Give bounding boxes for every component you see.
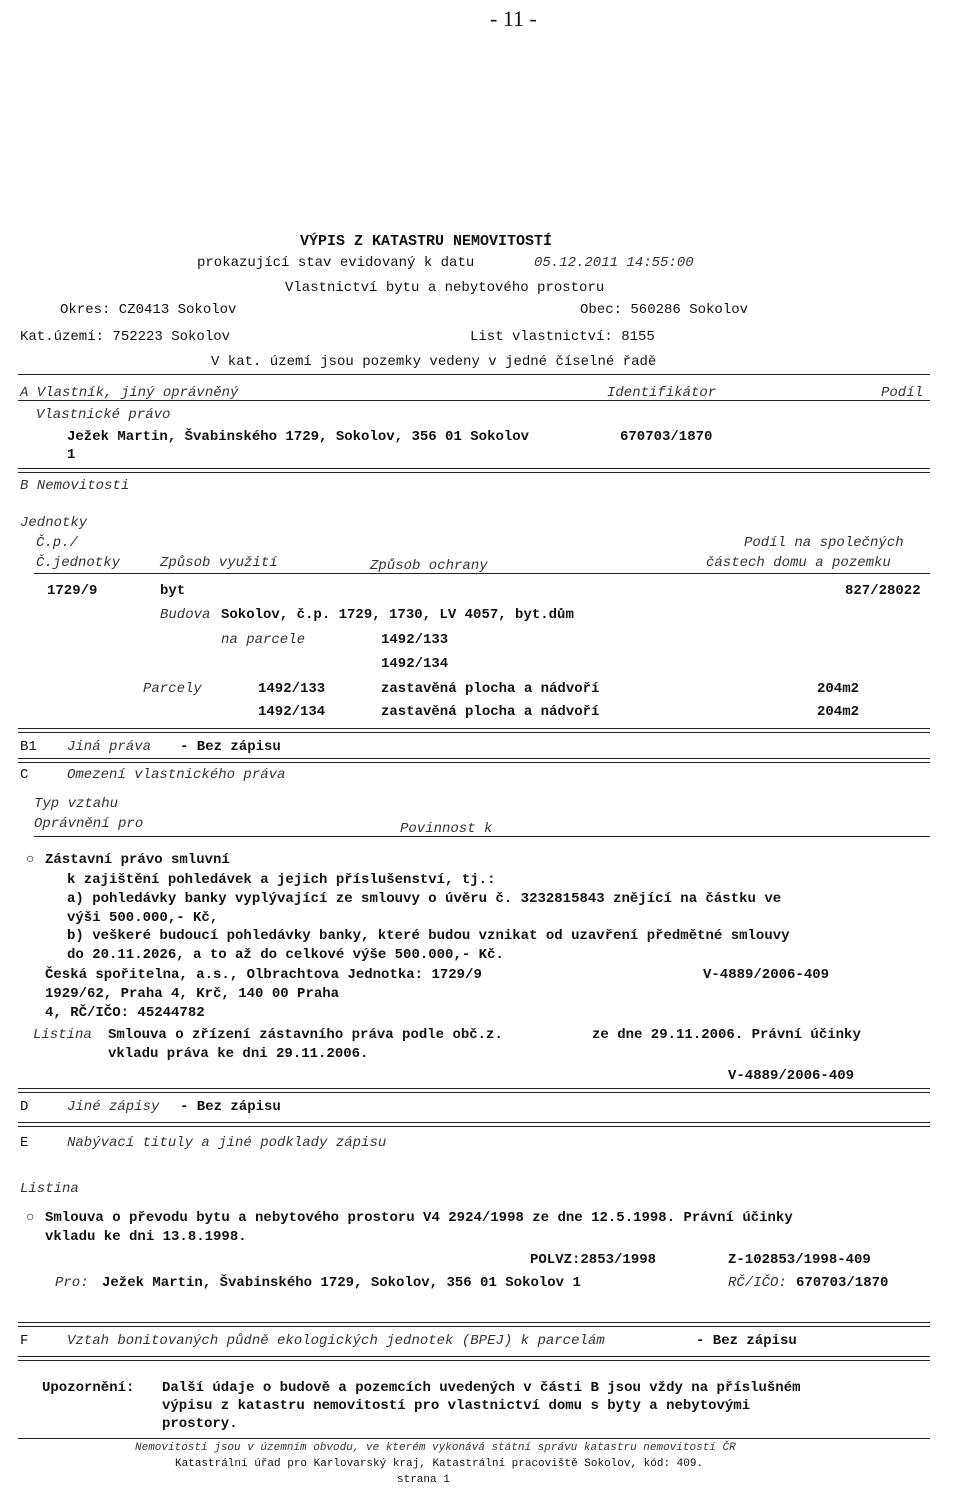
footer-line-1: Nemovitosti jsou v územním obvodu, ve kterém vykonává státní správu katastru nemovitostí ČR [135,1442,736,1454]
page-number: - 11 - [490,6,537,31]
col-unit-number: Č.jednotky [36,555,121,571]
bullet-icon: ○ [26,1210,35,1226]
z-ref: Z-102853/1998-409 [728,1252,871,1268]
double-divider [18,468,930,473]
budova-value: Sokolov, č.p. 1729, 1730, LV 4057, byt.dům [221,607,574,623]
listina-date: ze dne 29.11.2006. Právní účinky [592,1027,861,1043]
obec: Obec: 560286 Sokolov [580,302,749,318]
section-f-value: - Bez zápisu [696,1333,797,1349]
double-divider [18,728,930,733]
notice-line: Další údaje o budově a pozemcích uvedených v části B jsou vždy na příslušném [162,1380,801,1396]
unit-use: byt [160,583,186,599]
col-podil: Podíl [881,385,924,401]
cadastral-note: V kat. území jsou pozemky vedeny v jedné číselné řadě [211,354,657,370]
section-b1-value: - Bez zápisu [180,739,281,755]
section-e-label: Nabývací tituly a jiné podklady zápisu [67,1135,387,1151]
section-f-letter: F [20,1333,29,1349]
col-share-2: částech domu a pozemku [706,555,891,571]
double-divider [18,1356,930,1361]
col-opravneni: Oprávnění pro [34,816,144,832]
section-e-letter: E [20,1135,29,1151]
parcely-label: Parcely [143,681,202,697]
document-subtitle: prokazující stav evidovaný k datu [197,255,475,271]
section-b1-label: Jiná práva [67,739,152,755]
divider [18,374,930,375]
listina-heading: Listina [20,1181,79,1197]
creditor-line: 4, RČ/IČO: 45244782 [45,1005,205,1021]
listina-ref: V-4889/2006-409 [728,1068,855,1084]
section-c-letter: C [20,767,29,783]
col-usage: Způsob využití [160,555,278,571]
deed-line: vkladu ke dni 13.8.1998. [45,1229,247,1245]
parcel-id: 1492/134 [258,704,326,720]
budova-label: Budova [160,607,211,623]
lien-line: a) pohledávky banky vyplývající ze smlouvy o úvěru č. 3232815843 znějící na částku ve [67,891,782,907]
col-share-1: Podíl na společných [744,535,904,551]
notice-line: prostory. [162,1416,238,1432]
bullet-icon: ○ [26,852,35,868]
parcel-area: 204m2 [817,704,860,720]
na-parcele-1: 1492/133 [381,632,449,648]
double-divider [18,1122,930,1127]
col-identifikator: Identifikátor [607,385,717,401]
double-divider [18,1088,930,1093]
deed-line: Smlouva o převodu bytu a nebytového prostoru V4 2924/1998 ze dne 12.5.1998. Právní účinky [45,1210,793,1226]
unit-share: 827/28022 [845,583,921,599]
kat-uzemi: Kat.území: 752223 Sokolov [20,329,231,345]
list-vlastnictvi: List vlastnictví: 8155 [470,329,655,345]
listina-label: Listina [33,1027,92,1043]
divider [18,400,930,401]
section-b1-letter: B1 [20,739,37,755]
lien-line: do 20.11.2026, a to až do celkové výše 500.000,- Kč. [67,947,504,963]
okres: Okres: CZ0413 Sokolov [60,302,237,318]
parcel-id: 1492/133 [258,681,326,697]
rc-value: 670703/1870 [796,1275,889,1291]
section-d-letter: D [20,1099,29,1115]
col-povinnost: Povinnost k [400,821,493,837]
unit-id: 1729/9 [47,583,98,599]
footer-page: strana 1 [397,1474,450,1486]
col-cp: Č.p./ [36,535,79,551]
parcel-use: zastavěná plocha a nádvoří [381,681,600,697]
na-parcele-label: na parcele [221,632,306,648]
notice-label: Upozornění: [42,1380,135,1396]
col-protection: Způsob ochrany [370,558,488,574]
document-type: Vlastnictví bytu a nebytového prostoru [285,280,605,296]
footer-line-2: Katastrální úřad pro Karlovarský kraj, Katastrální pracoviště Sokolov, kód: 409. [175,1458,704,1470]
divider [18,1438,930,1439]
section-b-heading: B Nemovitosti [20,478,130,494]
section-c-label: Omezení vlastnického práva [67,767,286,783]
section-f-label: Vztah bonitovaných půdně ekologických jednotek (BPEJ) k parcelám [67,1333,605,1349]
na-parcele-2: 1492/134 [381,656,449,672]
parcel-use: zastavěná plocha a nádvoří [381,704,600,720]
notice-line: výpisu z katastru nemovitostí pro vlastnictví domu s byty a nebytovými [162,1398,751,1414]
document-date: 05.12.2011 14:55:00 [534,255,694,271]
creditor-line: Česká spořitelna, a.s., Olbrachtova Jednotka: 1729/9 [45,967,482,983]
double-divider [18,1322,930,1327]
divider [34,836,930,837]
lien-line: k zajištění pohledávek a jejich příslušenství, tj.: [67,872,496,888]
lien-title: Zástavní právo smluvní [45,852,230,868]
lien-line: b) veškeré budoucí pohledávky banky, které budou vznikat od uzavření předmětné smlouvy [67,928,790,944]
rc-label: RČ/IČO: [728,1275,787,1291]
creditor-ref: V-4889/2006-409 [703,967,830,983]
lien-line: výši 500.000,- Kč, [67,910,219,926]
units-subheading: Jednotky [20,515,88,531]
owner-name: Ježek Martin, Švabinského 1729, Sokolov, 356 01 Sokolov [67,429,530,445]
pro-value: Ježek Martin, Švabinského 1729, Sokolov, 356 01 Sokolov 1 [102,1275,581,1291]
double-divider [18,758,930,763]
owner-number: 1 [67,447,76,463]
parcel-area: 204m2 [817,681,860,697]
right-type: Vlastnické právo [36,407,171,423]
document-title: VÝPIS Z KATASTRU NEMOVITOSTÍ [300,233,553,250]
listina-text: Smlouva o zřízení zástavního práva podle obč.z. [108,1027,503,1043]
col-typ-vztahu: Typ vztahu [34,796,119,812]
creditor-line: 1929/62, Praha 4, Krč, 140 00 Praha [45,986,340,1002]
section-d-label: Jiné zápisy [67,1099,160,1115]
pro-label: Pro: [55,1275,89,1291]
polvz-ref: POLVZ:2853/1998 [530,1252,657,1268]
listina-text-2: vkladu práva ke dni 29.11.2006. [108,1046,369,1062]
section-d-value: - Bez zápisu [180,1099,281,1115]
owner-id: 670703/1870 [620,429,713,445]
section-a-heading: A Vlastník, jiný oprávněný [20,385,239,401]
divider [34,573,930,574]
